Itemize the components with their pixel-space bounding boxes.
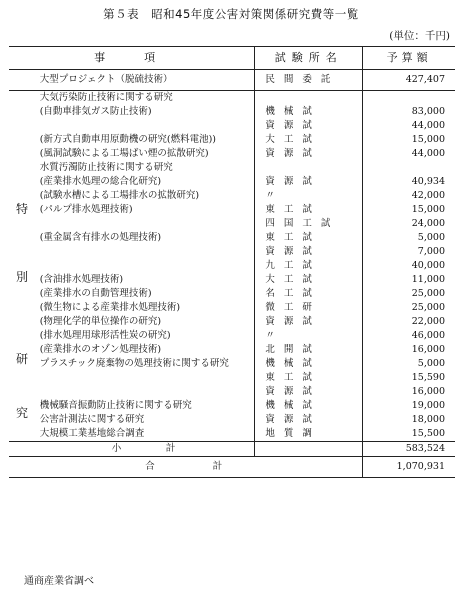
table-row xyxy=(9,105,455,119)
header-item: 事 項 xyxy=(9,47,255,70)
category-char: 究 xyxy=(15,406,28,420)
inst-cell: 資源試 xyxy=(255,245,363,259)
inst-cell: 機械試 xyxy=(255,399,363,413)
amount-cell: 5,000 xyxy=(417,358,445,369)
table-row xyxy=(9,301,455,315)
inst-cell: 資源試 xyxy=(255,175,363,189)
inst-cell: 大工試 xyxy=(255,273,363,287)
item-cell xyxy=(37,217,255,231)
table-row xyxy=(9,385,455,399)
item-cell: 公害計測法に関する研究 xyxy=(37,413,255,427)
category-cell xyxy=(9,217,37,231)
inst-cell: 機械試 xyxy=(255,105,363,119)
item-cell: (重金属含有排水の処理技術) xyxy=(37,231,255,245)
category-cell xyxy=(9,161,37,175)
category-char: 特 xyxy=(15,202,28,216)
category-char: 研 xyxy=(15,352,28,366)
amount-cell: 42,000 xyxy=(411,190,445,201)
item-cell: (含油排水処理技術) xyxy=(37,273,255,287)
category-cell xyxy=(9,385,37,399)
big-project-row xyxy=(9,70,455,91)
item-cell xyxy=(37,371,255,385)
inst-cell: 〃 xyxy=(255,329,363,343)
total-label: 合 計 xyxy=(9,457,363,478)
big-project-inst: 民間委託 xyxy=(255,70,363,91)
item-cell: (自動車排気ガス防止技術) xyxy=(37,105,255,119)
item-cell: プラスチック廃棄物の処理技術に関する研究 xyxy=(37,357,255,371)
table-row xyxy=(9,259,455,273)
amount-cell: 46,000 xyxy=(411,330,445,341)
table-row xyxy=(9,161,455,175)
amount-cell: 11,000 xyxy=(411,274,445,285)
item-cell: (産業排水の自動管理技術) xyxy=(37,287,255,301)
category-cell xyxy=(9,287,37,301)
category-cell xyxy=(9,301,37,315)
inst-cell: 微工研 xyxy=(255,301,363,315)
table-row xyxy=(9,427,455,442)
unit-label: (単位：千円) xyxy=(389,30,450,42)
category-cell xyxy=(9,105,37,119)
amount-cell xyxy=(363,161,455,175)
category-cell xyxy=(9,245,37,259)
inst-cell: 地質調 xyxy=(255,427,363,442)
amount-cell: 15,590 xyxy=(411,372,445,383)
category-cell xyxy=(9,175,37,189)
table-row xyxy=(9,133,455,147)
amount-cell: 19,000 xyxy=(411,400,445,411)
amount-cell: 5,000 xyxy=(417,232,445,243)
item-cell: (物理化学的単位操作の研究) xyxy=(37,315,255,329)
category-cell xyxy=(9,91,37,106)
table-row xyxy=(9,399,455,413)
table-row xyxy=(9,119,455,133)
table-body xyxy=(9,70,455,478)
inst-cell: 資源試 xyxy=(255,413,363,427)
item-cell: (試験水槽による工場排水の拡散研究) xyxy=(37,189,255,203)
category-cell xyxy=(9,231,37,245)
amount-cell: 7,000 xyxy=(417,246,445,257)
category-cell xyxy=(9,119,37,133)
item-cell: 機械騒音振動防止技術に関する研究 xyxy=(37,399,255,413)
table-row xyxy=(9,217,455,231)
inst-cell: 資源試 xyxy=(255,147,363,161)
table-row xyxy=(9,189,455,203)
table-row xyxy=(9,273,455,287)
amount-cell: 83,000 xyxy=(411,106,445,117)
category-char: 別 xyxy=(15,270,28,284)
big-project-amount: 427,407 xyxy=(363,70,455,91)
item-cell: (産業排水処理の総合化研究) xyxy=(37,175,255,189)
item-cell xyxy=(37,259,255,273)
amount-cell: 25,000 xyxy=(411,302,445,313)
inst-cell: 北開試 xyxy=(255,343,363,357)
inst-cell: 東工試 xyxy=(255,371,363,385)
amount-cell: 18,000 xyxy=(411,414,445,425)
amount-cell: 15,000 xyxy=(411,204,445,215)
amount-cell xyxy=(363,91,455,106)
item-cell: (微生物による産業排水処理技術) xyxy=(37,301,255,315)
inst-cell: 四国工試 xyxy=(255,217,363,231)
category-cell xyxy=(9,147,37,161)
category-cell xyxy=(9,133,37,147)
category-cell xyxy=(9,329,37,343)
item-cell: 大規模工業基地総合調査 xyxy=(37,427,255,442)
budget-table xyxy=(9,46,455,478)
item-cell xyxy=(37,119,255,133)
header-amount: 予算額 xyxy=(363,47,455,70)
inst-cell: 資源試 xyxy=(255,119,363,133)
big-project-label: 大型プロジェクト（脱硫技術） xyxy=(37,70,255,91)
table-row xyxy=(9,287,455,301)
table-row xyxy=(9,315,455,329)
amount-cell: 15,000 xyxy=(411,134,445,145)
item-cell xyxy=(37,245,255,259)
header-inst: 試験所名 xyxy=(255,47,363,70)
table-row xyxy=(9,245,455,259)
table-row xyxy=(9,357,455,371)
amount-cell: 16,000 xyxy=(411,344,445,355)
source-note: 通商産業省調べ xyxy=(24,576,94,587)
amount-cell: 16,000 xyxy=(411,386,445,397)
inst-cell: 〃 xyxy=(255,189,363,203)
category-cell xyxy=(9,315,37,329)
table-row xyxy=(9,203,455,217)
item-cell: (パルプ排水処理技術) xyxy=(37,203,255,217)
amount-cell: 25,000 xyxy=(411,288,445,299)
table-row xyxy=(9,371,455,385)
table-row xyxy=(9,231,455,245)
item-cell: (新方式自動車用原動機の研究(燃料電池)) xyxy=(37,133,255,147)
inst-cell: 名工試 xyxy=(255,287,363,301)
inst-cell: 機械試 xyxy=(255,357,363,371)
table-row xyxy=(9,413,455,427)
amount-cell: 24,000 xyxy=(411,218,445,229)
inst-cell: 東工試 xyxy=(255,231,363,245)
item-cell: (排水処理用球形活性炭の研究) xyxy=(37,329,255,343)
amount-cell: 15,500 xyxy=(411,428,445,439)
item-cell: 大気汚染防止技術に関する研究 xyxy=(37,91,255,106)
inst-cell: 大工試 xyxy=(255,133,363,147)
amount-cell: 22,000 xyxy=(411,316,445,327)
subtotal-label: 小 計 xyxy=(37,442,255,457)
amount-cell: 40,000 xyxy=(411,260,445,271)
item-cell xyxy=(37,385,255,399)
item-cell: (風洞試験による工場ばい煙の拡散研究) xyxy=(37,147,255,161)
total-row xyxy=(9,457,455,478)
inst-cell xyxy=(255,91,363,106)
table-row xyxy=(9,175,455,189)
inst-cell: 資源試 xyxy=(255,385,363,399)
inst-cell xyxy=(255,161,363,175)
inst-cell: 東工試 xyxy=(255,203,363,217)
inst-cell: 資源試 xyxy=(255,315,363,329)
amount-cell: 44,000 xyxy=(411,148,445,159)
table-row xyxy=(9,329,455,343)
amount-cell: 40,934 xyxy=(411,176,445,187)
table-row xyxy=(9,91,455,106)
inst-cell: 九工試 xyxy=(255,259,363,273)
subtotal-row xyxy=(9,442,455,457)
total-amount: 1,070,931 xyxy=(363,457,455,478)
amount-cell: 44,000 xyxy=(411,120,445,131)
category-cell xyxy=(9,371,37,385)
category-cell xyxy=(9,427,37,442)
table-title: 第５表 昭和45年度公害対策関係研究費等一覧 xyxy=(103,7,359,21)
table-row xyxy=(9,147,455,161)
item-cell: 水質汚濁防止技術に関する研究 xyxy=(37,161,255,175)
header-row xyxy=(9,47,455,70)
table-row xyxy=(9,343,455,357)
item-cell: (産業排水のオゾン処理技術) xyxy=(37,343,255,357)
subtotal-amount: 583,524 xyxy=(363,442,455,457)
